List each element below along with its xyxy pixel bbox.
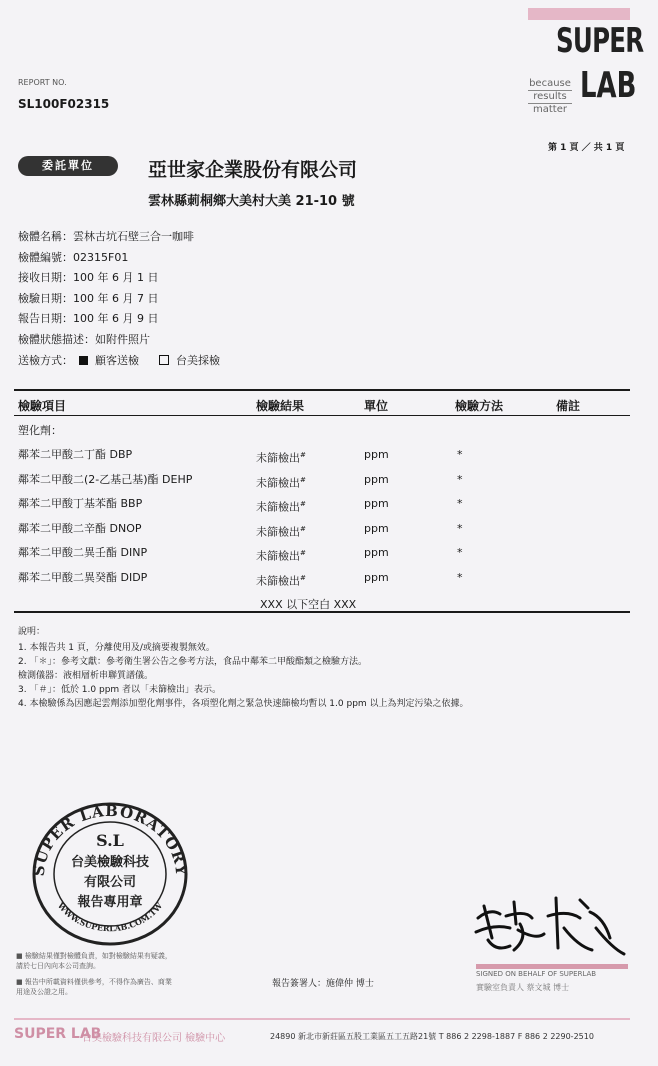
row-item: 鄰苯二甲酸二(2-乙基己基)酯 DEHP	[18, 473, 193, 486]
logo-tagline-line: results	[528, 90, 572, 103]
small-note: 用途及公證之用。	[16, 988, 72, 996]
report-signer: 報告簽署人：施偉仲 博士	[272, 979, 374, 989]
delivery-option-client: 顧客送檢	[95, 354, 139, 367]
row-item: 鄰苯二甲酸二異癸酯 DIDP	[18, 571, 148, 584]
header-item: 檢驗項目	[18, 399, 67, 413]
seal-line2: 有限公司	[83, 875, 137, 890]
table-end-note: XXX 以下空白 XXX	[260, 598, 357, 611]
row-result-mark: #	[300, 476, 306, 484]
small-note: 請於七日內向本公司查詢。	[16, 962, 100, 970]
row-result-text: 未篩檢出	[256, 549, 300, 563]
note-item: 3. 「＃」：低於 1.0 ppm 者以「未篩檢出」表示。	[18, 685, 222, 695]
row-result	[256, 497, 306, 515]
header-result: 檢驗結果	[256, 399, 305, 413]
row-method: *	[457, 546, 463, 559]
row-result	[256, 522, 306, 540]
small-note: ■ 檢驗結果僅對檢體負責，如對檢驗結果有疑義，	[16, 952, 172, 960]
row-unit: ppm	[364, 497, 389, 510]
row-result-text: 未篩檢出	[256, 574, 300, 588]
sample-name: 檢體名稱：雲林古坑石壁三合一咖啡	[18, 230, 194, 243]
row-method: *	[457, 448, 463, 461]
seal-url: WWW.SUPERLAB.COM.TW	[55, 900, 165, 934]
note-item: 1. 本報告共 1 頁，分離使用及/或摘要複製無效。	[18, 643, 215, 653]
delivery-method	[18, 354, 220, 368]
client-address: 雲林縣莿桐鄉大美村大美 21-10 號	[148, 194, 355, 209]
footer-address: 24890 新北市新莊區五股工業區五工五路21號 T 886 2 2298-1887 F 886 2 2290-2510	[270, 1032, 594, 1041]
table-header-rule	[14, 415, 630, 416]
row-result-mark: #	[300, 525, 306, 533]
header-unit: 單位	[364, 399, 389, 413]
row-result	[256, 448, 306, 466]
row-result-mark: #	[300, 500, 306, 508]
row-method: *	[457, 473, 463, 486]
row-item: 鄰苯二甲酸二異壬酯 DINP	[18, 546, 148, 559]
signed-on-behalf: SIGNED ON BEHALF OF SUPERLAB	[476, 970, 597, 978]
row-item: 鄰苯二甲酸丁基苯酯 BBP	[18, 497, 143, 510]
seal-line1: 台美檢驗科技	[70, 855, 150, 870]
seal-ring-text: SUPER LABORATORY	[30, 801, 190, 878]
note-item: 檢測儀器：液相層析串聯質譜儀。	[18, 671, 154, 681]
row-method: *	[457, 571, 463, 584]
table-category: 塑化劑：	[18, 424, 62, 437]
header-method: 檢驗方法	[455, 399, 504, 413]
header-remark: 備註	[556, 399, 581, 413]
row-result-mark: #	[300, 549, 306, 557]
row-result-mark: #	[300, 574, 306, 582]
logo-tagline-line: matter	[528, 103, 572, 116]
table-top-rule	[14, 389, 630, 391]
signature-line	[476, 964, 628, 969]
delivery-option-sampling: 台美採檢	[176, 354, 220, 367]
small-note: ■ 報告中所載資料僅供參考，不得作為廣告、商業	[16, 978, 172, 986]
client-badge: 委託單位	[18, 156, 118, 176]
row-unit: ppm	[364, 522, 389, 535]
handwritten-signature	[470, 888, 630, 960]
row-method: *	[457, 497, 463, 510]
notes-title: 說明：	[18, 627, 46, 637]
row-result	[256, 546, 306, 564]
official-seal	[30, 798, 190, 946]
logo-accent-bar	[528, 8, 630, 20]
footer-rule	[14, 1018, 630, 1020]
seal-sl: S.L	[96, 831, 124, 850]
report-date: 報告日期：100 年 6 月 9 日	[18, 312, 159, 325]
delivery-label: 送檢方式：	[18, 354, 73, 367]
note-item: 2. 「＊」：參考文獻：參考衛生署公告之參考方法，食品中鄰苯二甲酸酯類之檢驗方法。	[18, 657, 367, 667]
row-result-text: 未篩檢出	[256, 500, 300, 514]
seal-line3: 報告專用章	[77, 895, 143, 910]
logo-brand-bottom: LAB	[580, 65, 637, 106]
row-result-text: 未篩檢出	[256, 525, 300, 539]
row-result-text: 未篩檢出	[256, 451, 300, 465]
sample-condition: 檢體狀態描述：如附件照片	[18, 333, 150, 346]
report-no-label: REPORT NO.	[18, 78, 67, 87]
footer-brand: SUPER LAB	[14, 1026, 102, 1042]
row-result-mark: #	[300, 451, 306, 459]
row-unit: ppm	[364, 473, 389, 486]
report-no: SL100F02315	[18, 97, 110, 111]
sample-id: 檢體編號：02315F01	[18, 251, 129, 264]
received-date: 接收日期：100 年 6 月 1 日	[18, 271, 159, 284]
row-result-text: 未篩檢出	[256, 476, 300, 490]
row-unit: ppm	[364, 546, 389, 559]
row-unit: ppm	[364, 571, 389, 584]
lab-director: 實驗室負責人 蔡文城 博士	[476, 983, 570, 992]
table-bottom-rule	[14, 611, 630, 613]
row-item: 鄰苯二甲酸二辛酯 DNOP	[18, 522, 142, 535]
page-number: 第 1 頁 ／ 共 1 頁	[548, 143, 625, 153]
checked-box-icon	[79, 356, 88, 365]
logo-tagline-line: because	[529, 78, 571, 89]
footer-company: 台美檢驗科技有限公司 檢驗中心	[82, 1033, 226, 1044]
logo-brand-top: SUPER	[556, 21, 644, 61]
row-method: *	[457, 522, 463, 535]
note-item: 4. 本檢驗係為因應起雲劑添加塑化劑事件，各項塑化劑之緊急快速篩檢均暫以 1.0 ppm 以上為判定污染之依據。	[18, 699, 469, 709]
unchecked-box-icon	[159, 355, 169, 365]
row-item: 鄰苯二甲酸二丁酯 DBP	[18, 448, 133, 461]
row-result	[256, 571, 306, 589]
test-date: 檢驗日期：100 年 6 月 7 日	[18, 292, 159, 305]
logo-tagline	[528, 78, 572, 116]
client-company: 亞世家企業股份有限公司	[148, 159, 358, 181]
row-unit: ppm	[364, 448, 389, 461]
row-result	[256, 473, 306, 491]
